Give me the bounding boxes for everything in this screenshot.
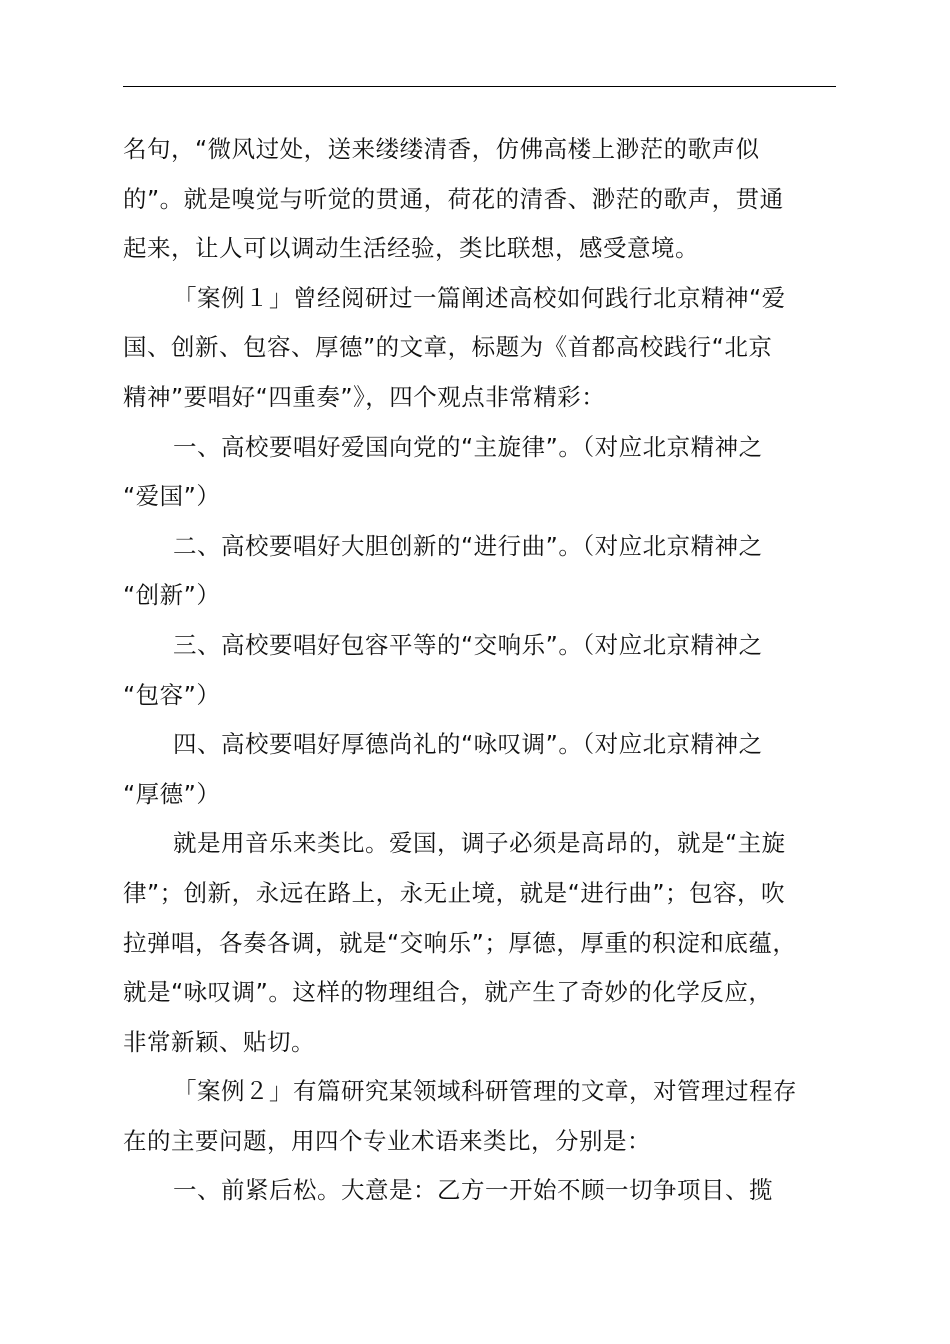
text-line: “厚德”）	[123, 779, 221, 808]
header-rule	[123, 86, 836, 87]
text-line: 四、高校要唱好厚德尚礼的“咏叹调”。（对应北京精神之	[173, 730, 763, 759]
text-line: 在的主要问题，用四个专业术语来类比，分别是：	[123, 1126, 651, 1155]
text-line: 起来，让人可以调动生活经验，类比联想，感受意境。	[123, 234, 699, 263]
text-line: 精神”要唱好“四重奏”》，四个观点非常精彩：	[123, 382, 606, 411]
text-line: “创新”）	[123, 581, 221, 610]
text-line: 国、创新、包容、厚德”的文章，标题为《首都高校践行“北京	[123, 333, 773, 362]
text-line: 就是“咏叹调”。这样的物理组合，就产生了奇妙的化学反应，	[123, 978, 773, 1007]
text-line: 拉弹唱，各奏各调，就是“交响乐”；厚德，厚重的积淀和底蕴，	[123, 928, 797, 957]
text-line: 律”；创新，永远在路上，永无止境，就是“进行曲”；包容，吹	[123, 878, 786, 907]
text-line: 「案例１」曾经阅研过一篇阐述高校如何践行北京精神“爱	[173, 283, 786, 312]
text-line: 非常新颖、贴切。	[123, 1027, 315, 1056]
text-line: 名句，“微风过处，送来缕缕清香，仿佛高楼上渺茫的歌声似	[123, 135, 760, 163]
body-text	[123, 125, 863, 1216]
text-line: 「案例２」有篇研究某领域科研管理的文章，对管理过程存	[173, 1077, 797, 1106]
text-line: 二、高校要唱好大胆创新的“进行曲”。（对应北京精神之	[173, 531, 763, 560]
text-line: 一、高校要唱好爱国向党的“主旋律”。（对应北京精神之	[173, 432, 763, 461]
text-line: 三、高校要唱好包容平等的“交响乐”。（对应北京精神之	[173, 630, 763, 659]
text-line: 就是用音乐来类比。爱国，调子必须是高昂的，就是“主旋	[173, 829, 786, 858]
text-line: “包容”）	[123, 680, 221, 709]
text-line: “爱国”）	[123, 482, 221, 511]
text-line: 一、前紧后松。大意是：乙方一开始不顾一切争项目、揽	[173, 1176, 773, 1205]
text-line: 的”。就是嗅觉与听觉的贯通，荷花的清香、渺茫的歌声，贯通	[123, 184, 784, 213]
